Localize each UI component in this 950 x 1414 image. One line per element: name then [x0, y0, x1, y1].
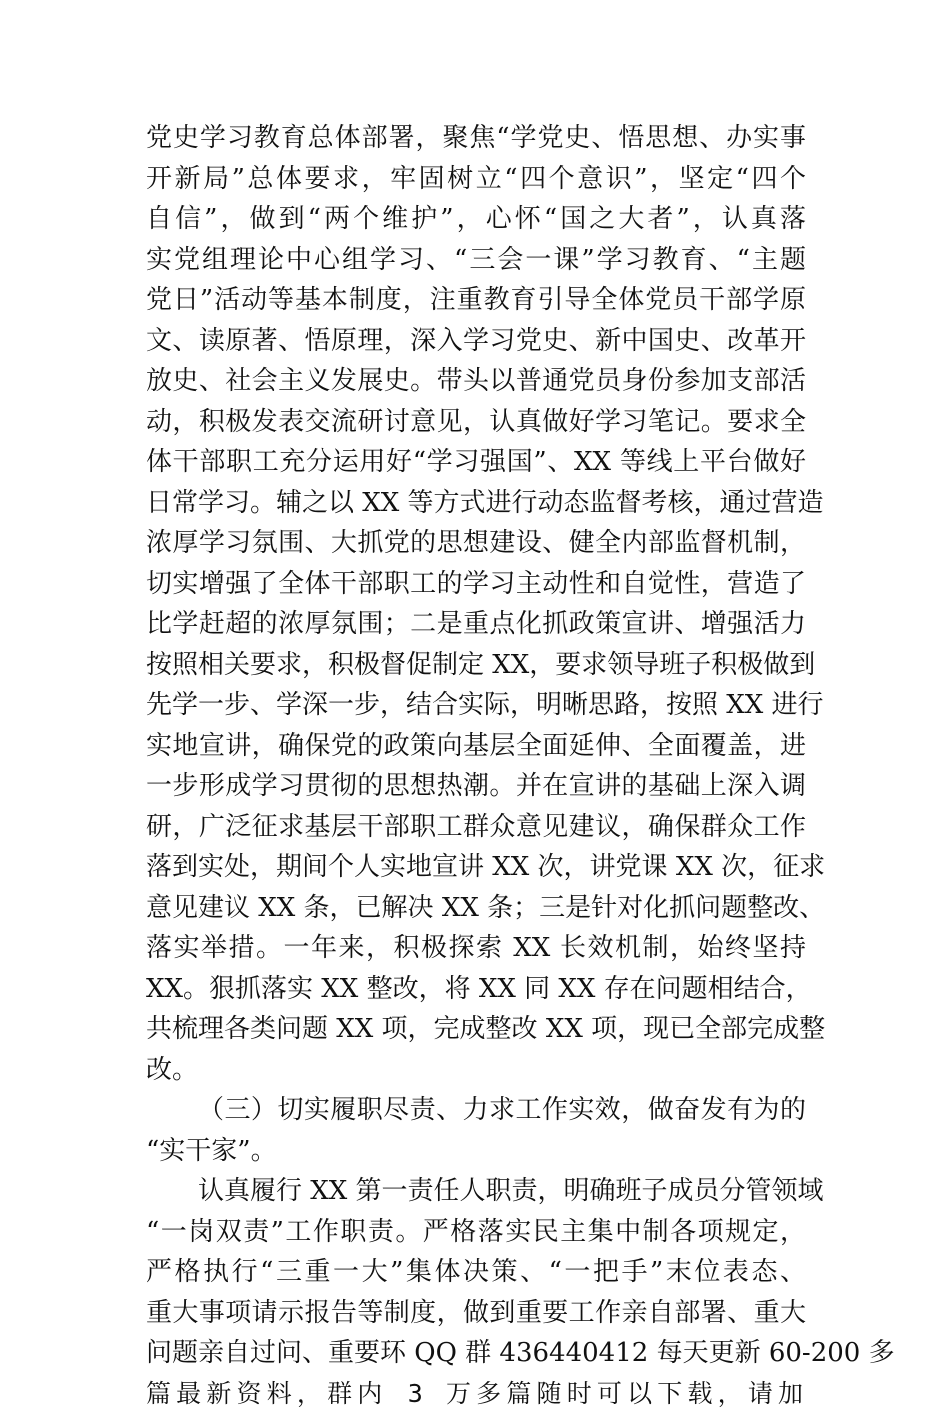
text-line: 共梳理各类问题 XX 项，完成整改 XX 项，现已全部完成整: [146, 1009, 806, 1050]
text-line: 开新局”总体要求，牢固树立“四个意识”，坚定“四个: [146, 159, 806, 200]
text-line: 问题亲自过问、重要环 QQ 群 436440412 每天更新 60-200 多: [146, 1333, 806, 1374]
text-line: 党日”活动等基本制度，注重教育引导全体党员干部学原: [146, 280, 806, 321]
text-line: 党史学习教育总体部署，聚焦“学党史、悟思想、办实事: [146, 118, 806, 159]
text-line: 认真履行 XX 第一责任人职责，明确班子成员分管领域: [146, 1171, 806, 1212]
text-line: 按照相关要求，积极督促制定 XX，要求领导班子积极做到: [146, 645, 806, 686]
text-line: 自信”，做到“两个维护”，心怀“国之大者”，认真落: [146, 199, 806, 240]
heading-line: （三）切实履职尽责、力求工作实效，做奋发有为的: [146, 1090, 806, 1131]
section-heading: [146, 1090, 806, 1171]
text-line: 浓厚学习氛围、大抓党的思想建设、健全内部监督机制，: [146, 523, 806, 564]
text-line: 切实增强了全体干部职工的学习主动性和自觉性，营造了: [146, 564, 806, 605]
text-line: 实地宣讲，确保党的政策向基层全面延伸、全面覆盖，进: [146, 726, 806, 767]
text-line: 落实举措。一年来，积极探索 XX 长效机制，始终坚持: [146, 928, 806, 969]
text-line: 落到实处，期间个人实地宣讲 XX 次，讲党课 XX 次，征求: [146, 847, 806, 888]
paragraph: [146, 1171, 806, 1414]
text-line: 重大事项请示报告等制度，做到重要工作亲自部署、重大: [146, 1293, 806, 1334]
text-line: “一岗双责”工作职责。严格落实民主集中制各项规定，: [146, 1212, 806, 1253]
text-line: 意见建议 XX 条，已解决 XX 条；三是针对化抓问题整改、: [146, 888, 806, 929]
heading-line: “实干家”。: [146, 1131, 806, 1172]
text-line: 一步形成学习贯彻的思想热潮。并在宣讲的基础上深入调: [146, 766, 806, 807]
text-line: 动，积极发表交流研讨意见，认真做好学习笔记。要求全: [146, 402, 806, 443]
text-line: 篇最新资料，群内 3 万多篇随时可以下载，请加: [146, 1374, 806, 1414]
text-line: 严格执行“三重一大”集体决策、“一把手”末位表态、: [146, 1252, 806, 1293]
paragraph: [146, 118, 806, 1090]
text-line: 比学赶超的浓厚氛围；二是重点化抓政策宣讲、增强活力: [146, 604, 806, 645]
text-line: 改。: [146, 1050, 806, 1091]
text-line: 文、读原著、悟原理，深入学习党史、新中国史、改革开: [146, 321, 806, 362]
text-line: 研，广泛征求基层干部职工群众意见建议，确保群众工作: [146, 807, 806, 848]
text-line: 体干部职工充分运用好“学习强国”、XX 等线上平台做好: [146, 442, 806, 483]
text-line: 放史、社会主义发展史。带头以普通党员身份参加支部活: [146, 361, 806, 402]
text-line: 日常学习。辅之以 XX 等方式进行动态监督考核，通过营造: [146, 483, 806, 524]
text-line: 实党组理论中心组学习、“三会一课”学习教育、“主题: [146, 240, 806, 281]
document-body: [146, 118, 806, 1414]
text-line: XX。狠抓落实 XX 整改，将 XX 同 XX 存在问题相结合，: [146, 969, 806, 1010]
text-line: 先学一步、学深一步，结合实际，明晰思路，按照 XX 进行: [146, 685, 806, 726]
